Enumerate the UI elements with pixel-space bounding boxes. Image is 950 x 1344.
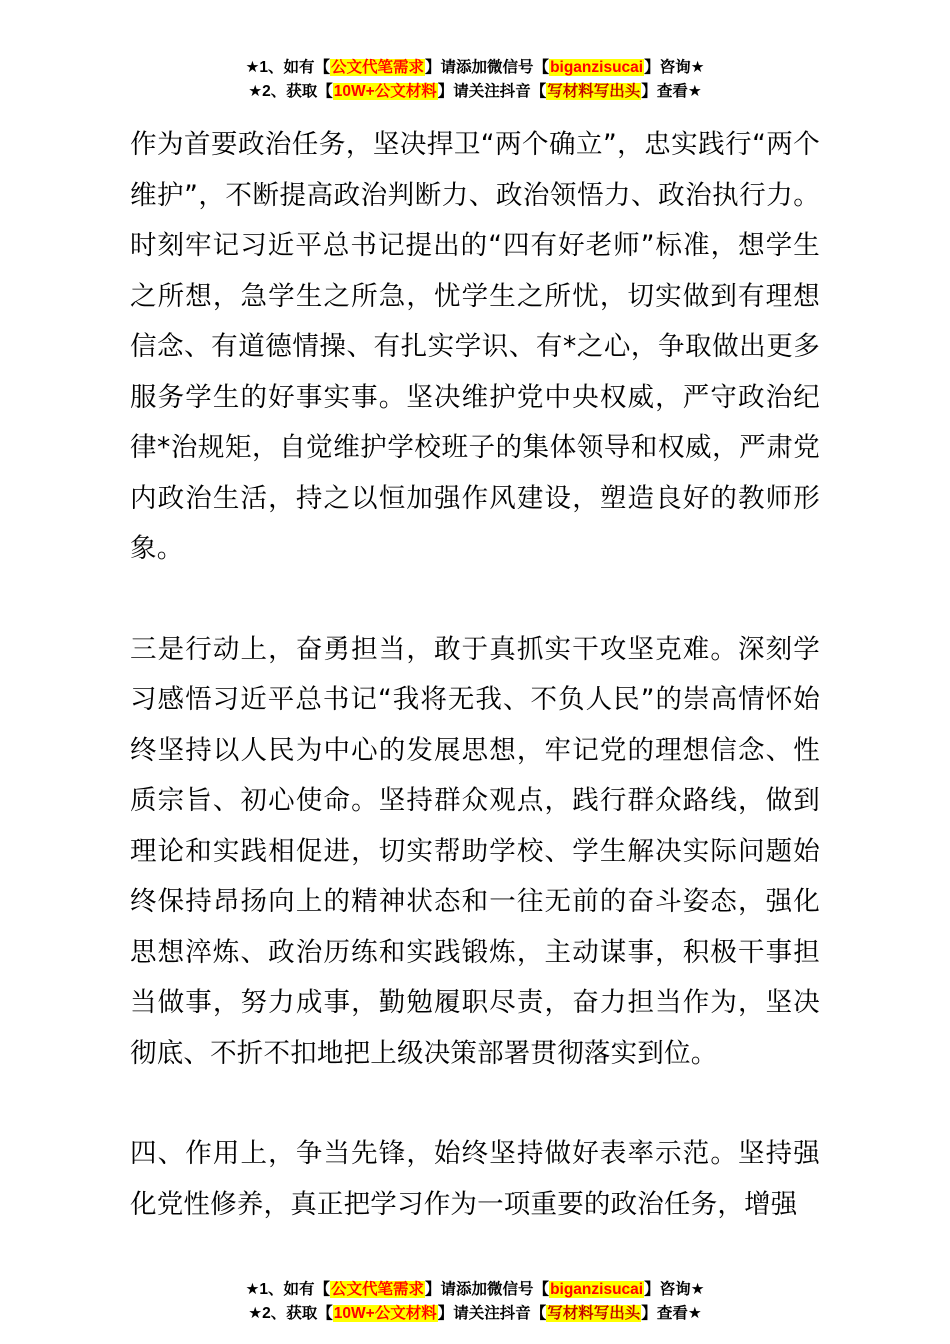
promo-footer-line1-prefix: 1、如有	[259, 1281, 315, 1298]
paragraph-1: 作为首要政治任务，坚决捍卫“两个确立”，忠实践行“两个维护”，不断提高政治判断力、政治领悟力、政治执行力。时刻牢记习近平总书记提出的“四有好老师”标准，想学生之所想，急学生之所急，忧学生之所忧，切实做到有理想信念、有道德情操、有扎实学识、有*之心，争取做出更多服务学生的好事实事。坚决维护党中央权威，严守政治纪律*治规矩，自觉维护学校班子的集体领导和权威，严肃党内政治生活，持之以恒加强作风建设，塑造良好的教师形象。	[130, 129, 820, 564]
star-left-icon: ★	[245, 1281, 260, 1298]
promo-header-line-2	[130, 80, 820, 104]
promo-footer-line1-bracket-open-2: 【	[533, 1281, 550, 1298]
promo-footer-line2-prefix: 2、获取	[262, 1305, 318, 1322]
promo-footer-line2-bracket-close-2: 】	[641, 1305, 657, 1322]
promo-footer-line1-bracket-close: 】	[425, 1281, 441, 1298]
star-right-icon: ★	[687, 83, 702, 100]
promo-footer-line-2	[130, 1302, 820, 1326]
promo-header-line2-bracket-close: 】	[437, 83, 454, 100]
star-left-icon: ★	[248, 83, 263, 100]
star-right-icon: ★	[687, 1305, 702, 1322]
promo-footer-line1-suffix: 咨询	[659, 1281, 691, 1298]
promo-header-banner	[130, 56, 820, 104]
promo-header-line1-middle: 请添加微信号	[440, 59, 534, 76]
promo-header-line2-bracket-close-2: 】	[641, 83, 657, 100]
promo-header-line2-prefix: 2、获取	[262, 83, 318, 100]
promo-header-line2-middle: 请关注抖音	[453, 83, 531, 100]
promo-header-line1-highlight-1: 公文代笔需求	[331, 59, 425, 76]
promo-footer-line-1	[130, 1278, 820, 1302]
promo-header-line2-suffix: 查看	[656, 83, 688, 100]
promo-footer-line2-middle: 请关注抖音	[453, 1305, 531, 1322]
star-right-icon: ★	[690, 59, 705, 76]
promo-header-line2-highlight-2: 写材料写出头	[547, 83, 641, 100]
document-body	[130, 118, 820, 1274]
star-left-icon: ★	[245, 59, 260, 76]
promo-footer-line2-bracket-close: 】	[437, 1305, 454, 1322]
promo-footer-line1-bracket-close-2: 】	[644, 1281, 660, 1298]
promo-footer-banner	[130, 1274, 820, 1326]
promo-header-line1-bracket-open: 【	[314, 59, 330, 76]
promo-footer-line2-bracket-open: 【	[317, 1305, 333, 1322]
promo-footer-line2-highlight-2: 写材料写出头	[547, 1305, 641, 1322]
promo-header-line1-bracket-close: 】	[425, 59, 441, 76]
promo-header-line1-highlight-2: biganzisucai	[550, 59, 644, 76]
paragraph-3: 四、作用上，争当先锋，始终坚持做好表率示范。坚持强化党性修养，真正把学习作为一项重要的政治任务，增强	[130, 1138, 820, 1220]
promo-footer-line2-suffix: 查看	[656, 1305, 688, 1322]
promo-header-line-1	[130, 56, 820, 80]
paragraph-2: 三是行动上，奋勇担当，敢于真抓实干攻坚克难。深刻学习感悟习近平总书记“我将无我、不负人民”的崇高情怀始终坚持以人民为中心的发展思想，牢记党的理想信念、性质宗旨、初心使命。坚持群众观点，践行群众路线，做到理论和实践相促进，切实帮助学校、学生解决实际问题始终保持昂扬向上的精神状态和一往无前的奋斗姿态，强化思想淬炼、政治历练和实践锻炼，主动谋事，积极干事担当做事，努力成事，勤勉履职尽责，奋力担当作为，坚决彻底、不折不扣地把上级决策部署贯彻落实到位。	[130, 633, 820, 1069]
promo-footer-line2-bracket-open-2: 【	[530, 1305, 547, 1322]
star-left-icon: ★	[248, 1305, 263, 1322]
promo-header-line2-bracket-open: 【	[317, 83, 333, 100]
promo-footer-line1-highlight-2: biganzisucai	[550, 1281, 644, 1298]
promo-header-line2-highlight-1: 10W+公文材料	[333, 83, 437, 100]
promo-header-line1-prefix: 1、如有	[259, 59, 315, 76]
promo-header-line1-bracket-open-2: 【	[533, 59, 550, 76]
promo-footer-line1-bracket-open: 【	[314, 1281, 330, 1298]
promo-header-line2-bracket-open-2: 【	[530, 83, 547, 100]
promo-header-line1-suffix: 咨询	[659, 59, 691, 76]
promo-footer-line1-middle: 请添加微信号	[440, 1281, 534, 1298]
star-right-icon: ★	[690, 1281, 705, 1298]
promo-footer-line2-highlight-1: 10W+公文材料	[333, 1305, 437, 1322]
promo-header-line1-bracket-close-2: 】	[644, 59, 660, 76]
promo-footer-line1-highlight-1: 公文代笔需求	[331, 1281, 425, 1298]
